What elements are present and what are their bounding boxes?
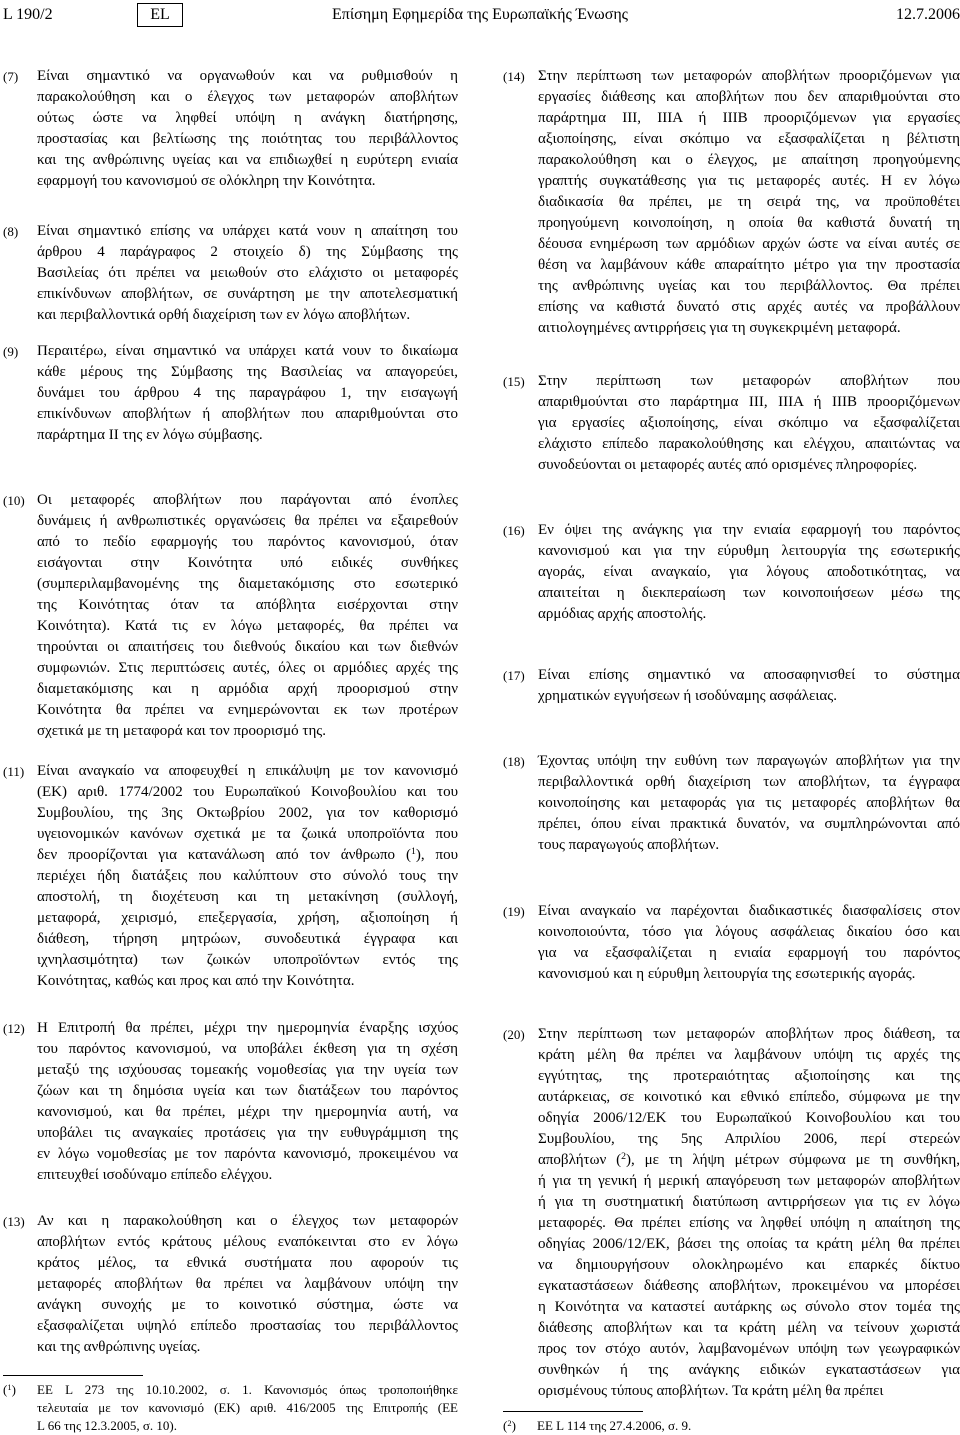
text-line: Κοινότητας, καθώς και προς και από την Κοινότητα. (37, 973, 355, 989)
text-line: αγοράς, είναι αναγκαίο, για λόγους αποδοτικότητας, να (538, 564, 960, 580)
text-line: Είναι σημαντικό επίσης να υπάρχει κατά νουν η απαίτηση του (37, 223, 458, 239)
text-line: συνοδεύονται οι μεταφορές αυτές από ορισμένες πληροφορίες. (538, 457, 918, 473)
footnote-marker (3, 1381, 16, 1399)
text-line: ιχνηλασιμότητα) των ζωικών υποπροϊόντων εντός της (37, 952, 458, 968)
recital-text (538, 751, 960, 856)
text-line: ή για τη γενική ή μερική απαγόρευση των μεταφορών αποβλήτων (538, 1173, 960, 1189)
text-line: Στην περίπτωση των μεταφορών αποβλήτων προς διάθεση, τα (538, 1026, 960, 1042)
page-reference: L 190/2 (3, 6, 53, 23)
text-line: σχετικά με τη μεταφορά και τον προορισμό της. (37, 723, 326, 739)
text-line: Περαιτέρω, είναι σημαντικό να υπάρχει κατά νουν το δικαίωμα (37, 343, 458, 359)
text-fragment: ( (3, 1382, 8, 1397)
recital-text (538, 66, 960, 339)
text-line: συμφωνιών. Στις περιπτώσεις αυτές, όλες οι αρμόδιες αρχές της (37, 660, 458, 676)
text-line: αποβλήτων εντός κράτους μέλους εναπόκεινται στο εν λόγω (37, 1234, 458, 1250)
text-line: (συμπεριλαμβανομένης της διαμετακόμισης στο εσωτερικό (37, 576, 458, 592)
footnote-separator (503, 1411, 643, 1412)
text-line: παρακολούθηση και ο έλεγχος των μεταφορών αποβλήτων (37, 89, 458, 105)
text-line: περιβαλλοντικά ορθή διαχείριση των αποβλήτων, τα έγγραφα (538, 774, 960, 790)
text-line: επιτευχθεί ισοδύναμο επίπεδο ελέγχου. (37, 1167, 273, 1183)
text-line: αιτιολογημένες αντιρρήσεις για τη συγκεκριμένη μεταφορά. (538, 320, 901, 336)
recital-text (538, 371, 960, 476)
recital-text (37, 1018, 458, 1186)
text-line: Συμβουλίου, της 3ης Οκτωβρίου 2002, για τον καθορισμό (37, 805, 458, 821)
text-line: διάθεσης αποβλήτων και τα κράτη μέλη να τείνουν χωριστά (538, 1320, 960, 1336)
text-line: διαδικασία θα πρέπει, με τη σειρά της, να προϋποθέτει (538, 194, 960, 210)
text-line: προς τον στόχο αυτόν, λαμβανομένων υπόψη των γεωγραφικών (538, 1341, 960, 1357)
text-line: κοινοποιούντα, τόσο για λόγους ασφάλειας δικαίου όσο και (538, 924, 960, 940)
text-line: Η Επιτροπή θα πρέπει, μέχρι την ημερομηνία έναρξης ισχύος (37, 1020, 458, 1036)
text-line: αυτάρκειας, σε κοινοτικό και εθνικό επίπεδο, σύμφωνα με την (538, 1089, 960, 1105)
text-line: Συμβουλίου, της 5ης Απριλίου 2006, περί στερεών (538, 1131, 960, 1147)
text-line: κανονισμού, και θα πρέπει, μέχρι την ημερομηνία αυτή, να (37, 1104, 458, 1120)
text-line: κοινοποίησης και μεταφοράς για τις μεταφορές αποβλήτων θα (538, 795, 960, 811)
recital-number: (20) (503, 1027, 525, 1042)
text-line: Στην περίπτωση των μεταφορών αποβλήτων προοριζόμενων για (538, 68, 960, 84)
text-line: υποβάλει τις αναγκαίες προτάσεις για την ευθυγράμμιση της (37, 1125, 458, 1141)
text-line: εργασίες διάθεσης και αποβλήτων που δεν απαριθμούνται στο (538, 89, 960, 105)
text-line: και περιβαλλοντικά ορθή διαχείριση των εν λόγω αποβλήτων. (37, 307, 411, 323)
recital-number: (7) (3, 69, 19, 84)
text-fragment: ) (11, 1382, 16, 1397)
text-line (37, 845, 458, 866)
text-line: του παρόντος κανονισμού, να υποβάλει έκθεση για τη σχέση (37, 1041, 458, 1057)
text-line: Αν και η παρακολούθηση και ο έλεγχος των μεταφορών (37, 1213, 458, 1229)
text-line: υγειονομικών κανόνων σχετικά με τα ζωικά υποπροϊόντα που (37, 826, 458, 842)
text-fragment: ), με τη λήψη μέτρων σύμφωνα με τη συνθήκη, (625, 1152, 960, 1168)
footnote-ref: 1 (410, 846, 416, 858)
text-fragment: δεν προορίζονται για κατανάλωση από τον άνθρωπο ( (37, 847, 411, 863)
text-line: παράρτημα II της εν λόγω σύμβασης. (37, 427, 263, 443)
recital-text (538, 901, 960, 985)
text-line: κανονισμού και η εύρυθμη λειτουργία της εσωτερικής αγοράς. (538, 966, 916, 982)
footnote-line: ΕΕ L 114 της 27.4.2006, σ. 9. (537, 1418, 692, 1433)
recital-text (37, 221, 458, 326)
text-line: εξασφαλίζεται υψηλό επίπεδο προστασίας του περιβάλλοντος (37, 1318, 458, 1334)
text-line: μεταφορές. Θα πρέπει επίσης να ληφθεί υπόψη η απαίτηση της (538, 1215, 960, 1231)
recital-number: (17) (503, 668, 525, 683)
recital-number: (18) (503, 754, 525, 769)
text-line: ούτως ώστε να ληφθεί υπόψη η ανάγκη διατήρησης, (37, 110, 458, 126)
text-line: να δημιουργήσουν ολοκληρωμένο και επαρκές δίκτυο (538, 1257, 960, 1273)
text-line: απαιτείται η διεκπεραίωση των κοινοποιήσεων μέσω της (538, 585, 960, 601)
recital-number: (13) (3, 1214, 25, 1229)
right-column (500, 0, 960, 1435)
recital-text (37, 1211, 458, 1358)
text-line: για εργασίες αξιοποίησης, είναι σκόπιμο να εξασφαλίζεται (538, 415, 960, 431)
text-line: κανονισμού και για την εύρυθμη λειτουργία της εσωτερικής (538, 543, 960, 559)
text-line: κάθε μέρους της Σύμβασης της Βασιλείας να απαγορεύει, (37, 364, 458, 380)
recital-number: (10) (3, 493, 25, 508)
text-line: εφαρμογή του κανονισμού σε ολόκληρη την Κοινότητα. (37, 173, 376, 189)
text-line: Βασιλείας ότι πρέπει να μειωθούν στο ελάχιστο οι μεταφορές (37, 265, 458, 281)
text-line: Είναι αναγκαίο να παρέχονται διαδικαστικές διασφαλίσεις στον (538, 903, 960, 919)
text-line: επίσης να καθιστά δυνατό στις αρχές αυτές να προβάλλουν (538, 299, 960, 315)
journal-title: Επίσημη Εφημερίδα της Ευρωπαϊκής Ένωσης (331, 6, 629, 23)
left-column (0, 0, 460, 1435)
text-line: Είναι επίσης σημαντικό να αποσαφηνισθεί το σύστημα (538, 667, 960, 683)
text-line: Είναι σημαντικό να οργανωθούν και να ρυθμισθούν η (37, 68, 458, 84)
recitals-list (500, 0, 960, 1435)
text-line: κράτη μέλη θα πρέπει να λαμβάνουν υπόψη τις αρχές της (538, 1047, 960, 1063)
text-line: μεταξύ της ισχύουσας τομεακής νομοθεσίας για την υγεία των (37, 1062, 458, 1078)
text-line: συνθηκών ή της ανάγκης ειδικών εγκαταστάσεων για (538, 1362, 960, 1378)
text-line: διαμετακόμισης και η αρμόδια αρχή προορισμού στην (37, 681, 458, 697)
text-line: επικίνδυνων αποβλήτων, σε συνάρτηση με την αποτελεσματική (37, 286, 458, 302)
language-badge: EL (137, 3, 183, 27)
text-line: αξιοποίησης, είναι σκόπιμο να εξασφαλίζεται η βέλτιστη (538, 131, 960, 147)
text-line: της Κοινότητας όταν τα απόβλητα εισέρχονται στην (37, 597, 458, 613)
footnote-separator (3, 1375, 143, 1376)
text-line: Οι μεταφορές αποβλήτων που παράγονται από ένοπλες (37, 492, 458, 508)
text-line: για να εξασφαλίζεται η ενιαία εφαρμογή του παρόντος (538, 945, 960, 961)
text-line: από το πεδίο εφαρμογής του παρόντος κανονισμού, όταν (37, 534, 458, 550)
text-line: Εν όψει της ανάγκης για την ενιαία εφαρμογή του παρόντος (538, 522, 960, 538)
footnote-text (537, 1417, 958, 1435)
recital-text (538, 1024, 960, 1402)
text-line: μεταφορές αποβλήτων θα πρέπει να λαμβάνουν υπόψη την (37, 1276, 458, 1292)
text-line: ή για τη συστηματική διατύπωση αντιρρήσεων για τις εν λόγω (538, 1194, 960, 1210)
text-fragment: ( (503, 1418, 508, 1433)
text-line: Κοινότητα θα πρέπει να ενημερώνονται εκ των προτέρων (37, 702, 458, 718)
text-fragment: αποβλήτων ( (538, 1152, 622, 1168)
footnote-ref: 2 (621, 1151, 626, 1163)
text-line: εγγύτητας, της προτεραιότητας αξιοποίησης και της (538, 1068, 960, 1084)
text-line: και της ανθρώπινης υγείας. (37, 1339, 201, 1355)
text-line: μεταφορά, χειρισμό, επεξεργασία, χρήση, αξιοποίηση ή (37, 910, 458, 926)
text-line: αρμόδιας αρχής αποστολής. (538, 606, 707, 622)
text-line: εισάγονται στην Κοινότητα υπό ειδικές συνθήκες (37, 555, 458, 571)
footnote-line: τελευταία με τον κανονισμό (ΕΚ) αριθ. 416/2005 της Επιτροπής (ΕΕ (37, 1400, 458, 1415)
recital-number: (12) (3, 1021, 25, 1036)
text-line: δέουσα ενημέρωση των αρμόδιων αρχών ώστε να είναι αυτές σε (538, 236, 960, 252)
text-line: γραπτής συγκατάθεσης για τις μεταφορές αυτές. Η εν λόγω (538, 173, 960, 189)
footnote-ref: 2 (507, 1417, 512, 1428)
recital-text (538, 520, 960, 625)
text-line: η Κοινότητα να καταστεί αυτάρκης ως σύνολο στον τομέα της (538, 1299, 960, 1315)
text-line: εν λόγω νομοθεσίας με τον παρόντα κανονισμό, προκειμένου να (37, 1146, 458, 1162)
recital-number: (9) (3, 344, 19, 359)
text-fragment: ) (511, 1418, 516, 1433)
text-line: παρακολούθηση και ο έλεγχος, με απαίτηση προηγούμενης (538, 152, 960, 168)
text-line: προηγούμενη κοινοποίηση, η οποία θα καθιστά δυνατή τη (538, 215, 960, 231)
recital-number: (11) (3, 764, 25, 779)
text-line: αποστολή, τη διοχέτευση και τη μετακίνηση (συλλογή, (37, 889, 458, 905)
footnote-line: ΕΕ L 273 της 10.10.2002, σ. 1. Κανονισμός όπως τροποποιήθηκε (37, 1382, 458, 1397)
text-line: ζώων και τη δημόσια υγεία και των διατάξεων του παρόντος (37, 1083, 458, 1099)
text-line: θέση να λαμβάνουν κάθε απαραίτητο μέτρο για την προστασία (538, 257, 960, 273)
text-line: Στην περίπτωση των μεταφορών αποβλήτων που (538, 373, 960, 389)
text-line: και της ανθρώπινης υγείας και να επιδιωχθεί η ευρύτερη ενιαία (37, 152, 458, 168)
text-line: επικίνδυνων αποβλήτων ή αποβλήτων που απαριθμούνται στο (37, 406, 458, 422)
footnote-line: L 66 της 12.3.2005, σ. 10). (37, 1418, 177, 1433)
text-line: Κοινότητα). Κατά τις εν λόγω μεταφορές, θα πρέπει να (37, 618, 458, 634)
text-line: διάθεση, τήρηση μητρώων, συνοδευτικά έγγραφα και (37, 931, 458, 947)
text-line: τηρούνται οι απαιτήσεις του διεθνούς δικαίου και των διεθνών (37, 639, 458, 655)
text-line: παράρτημα III, IIIA ή IIIB προοριζόμενων για εργασίες (538, 110, 960, 126)
text-line: προστασίας και βελτίωσης της ποιότητας του περιβάλλοντος (37, 131, 458, 147)
text-line (538, 1150, 960, 1171)
text-line: απαριθμούνται στο παράρτημα III, IIIA ή IIIB προοριζόμενων (538, 394, 960, 410)
text-line: της ανθρώπινης υγείας και του περιβάλλοντος. Θα πρέπει (538, 278, 960, 294)
text-line: (ΕΚ) αριθ. 1774/2002 του Ευρωπαϊκού Κοινοβουλίου και του (37, 784, 458, 800)
text-line: ορισμένους τύπους αποβλήτων. Τα κράτη μέλη θα πρέπει (538, 1383, 884, 1399)
footnote-marker (503, 1417, 516, 1435)
recital-number: (15) (503, 374, 525, 389)
text-line: οδηγία 2006/12/ΕΚ του Ευρωπαϊκού Κοινοβουλίου και του (538, 1110, 960, 1126)
footnote-text (37, 1381, 458, 1435)
recital-text (37, 761, 458, 992)
text-line: οδηγίας 2006/12/ΕΚ, βάσει της οποίας τα κράτη μέλη θα πρέπει (538, 1236, 960, 1252)
text-line: χρηματικών εγγυήσεων ή ισοδύναμης ασφάλειας. (538, 688, 837, 704)
issue-date: 12.7.2006 (896, 6, 960, 23)
text-line: ελάχιστο επίπεδο παρακολούθησης και ελέγχου, απαιτώντας να (538, 436, 960, 452)
text-line: εγκαταστάσεων διάθεσης αποβλήτων, προκειμένου να μπορέσει (538, 1278, 960, 1294)
recital-number: (14) (503, 69, 525, 84)
text-line: πρέπει, όπου είναι πρακτικά δυνατόν, να συμπληρώνονται από (538, 816, 960, 832)
text-fragment: ), που (415, 847, 458, 863)
recital-number: (16) (503, 523, 525, 538)
text-line: κράτος μέλος, τα εθνικά συστήματα που αφορούν τις (37, 1255, 458, 1271)
recitals-list (0, 0, 460, 1435)
text-line: δυνάμει του άρθρου 4 της παραγράφου 1, την εισαγωγή (37, 385, 458, 401)
recital-number: (8) (3, 224, 19, 239)
text-line: άρθρου 4 παράγραφος 2 στοιχείο δ) της Σύμβασης της (37, 244, 458, 260)
recital-text (538, 665, 960, 707)
text-line: τους παραγωγούς αποβλήτων. (538, 837, 720, 853)
footnote-ref: 1 (7, 1381, 12, 1392)
text-line: περιέχει ήδη διατάξεις που καλύπτουν στο σύνολό τους την (37, 868, 458, 884)
recital-text (37, 66, 458, 192)
text-line: δυνάμεις ή ανθρωπιστικές οργανώσεις θα πρέπει να εξαιρεθούν (37, 513, 458, 529)
recital-text (37, 341, 458, 446)
text-line: Είναι αναγκαίο να αποφευχθεί η επικάλυψη με τον κανονισμό (37, 763, 458, 779)
recital-text (37, 490, 458, 742)
text-line: Έχοντας υπόψη την ευθύνη των παραγωγών αποβλήτων για την (538, 753, 960, 769)
text-line: ανάγκη συνοχής με το κοινοτικό σύστημα, ώστε να (37, 1297, 458, 1313)
recital-number: (19) (503, 904, 525, 919)
